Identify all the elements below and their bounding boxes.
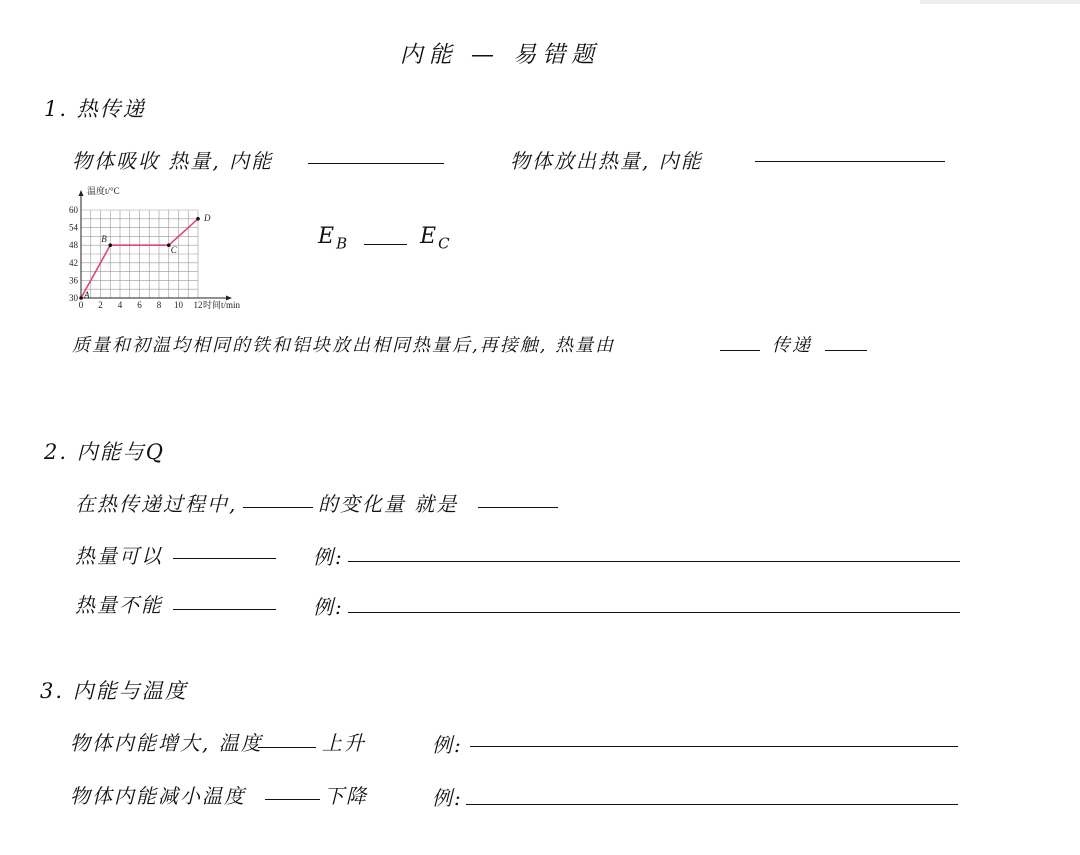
process-text: 在热传递过程中, bbox=[75, 492, 238, 516]
example-blank-3[interactable] bbox=[470, 746, 958, 747]
heat-to-blank[interactable] bbox=[825, 350, 867, 351]
equals-blank[interactable] bbox=[478, 507, 558, 508]
example-label-2: 例: bbox=[313, 595, 344, 619]
point-label: D bbox=[204, 212, 211, 223]
energy-increase-text: 物体内能增大, 温度 bbox=[70, 731, 263, 755]
x-axis-label: 时间t/min bbox=[203, 300, 241, 310]
example-label-4: 例: bbox=[432, 786, 463, 810]
heat-from-blank[interactable] bbox=[720, 350, 760, 351]
transfer-word: 传递 bbox=[772, 335, 812, 356]
decrease-blank[interactable] bbox=[265, 799, 320, 800]
point-label: C bbox=[170, 245, 177, 256]
energy-c-label: $E_C$ bbox=[420, 224, 452, 253]
y-tick-label: 60 bbox=[69, 205, 78, 215]
point-label: B bbox=[101, 234, 107, 245]
example-blank-2[interactable] bbox=[348, 612, 960, 613]
example-blank-4[interactable] bbox=[466, 804, 958, 805]
energy-b-subscript: B bbox=[336, 234, 350, 253]
x-tick-label: 12 bbox=[193, 300, 203, 310]
data-point bbox=[79, 296, 83, 300]
x-tick-label: 6 bbox=[137, 300, 142, 310]
decrease-end-text: 下降 bbox=[324, 784, 368, 808]
change-quantity-blank[interactable] bbox=[243, 507, 313, 508]
y-axis-arrow bbox=[79, 190, 84, 196]
section-1-heading: 1. 热传递 bbox=[44, 97, 146, 121]
example-blank-1[interactable] bbox=[348, 561, 960, 562]
x-tick-label: 4 bbox=[117, 300, 123, 310]
energy-b-label: $E_B$ bbox=[318, 224, 350, 253]
data-point bbox=[196, 217, 200, 221]
section-2-heading: 2. 内能与Q bbox=[44, 440, 165, 464]
example-label-3: 例: bbox=[432, 733, 463, 757]
energy-decrease-text: 物体内能减小温度 bbox=[70, 784, 246, 808]
page-title: 内能 — 易错题 bbox=[399, 42, 601, 68]
x-tick-label: 8 bbox=[156, 300, 162, 310]
data-point bbox=[108, 243, 112, 247]
x-tick-label: 10 bbox=[174, 300, 183, 310]
iron-aluminum-text: 质量和初温均相同的铁和铝块放出相同热量后,再接触, 热量由 bbox=[72, 335, 616, 356]
heat-cannot-text: 热量不能 bbox=[75, 593, 163, 617]
y-tick-label: 42 bbox=[69, 257, 78, 268]
heat-can-text: 热量可以 bbox=[75, 544, 163, 568]
heat-cannot-blank[interactable] bbox=[173, 609, 276, 610]
change-text: 的变化量 就是 bbox=[318, 492, 459, 516]
increase-blank[interactable] bbox=[258, 747, 316, 748]
absorb-blank[interactable] bbox=[308, 163, 444, 164]
energy-compare-blank[interactable] bbox=[364, 244, 407, 245]
y-axis-label: 温度t/°C bbox=[87, 186, 120, 196]
absorb-heat-text: 物体吸收 热量, 内能 bbox=[72, 149, 274, 173]
section-3-heading: 3. 内能与温度 bbox=[40, 679, 188, 703]
temperature-chart bbox=[60, 180, 260, 315]
release-blank[interactable] bbox=[755, 161, 945, 162]
release-heat-text: 物体放出热量, 内能 bbox=[510, 149, 703, 173]
increase-end-text: 上升 bbox=[322, 731, 366, 755]
y-tick-label: 48 bbox=[69, 240, 78, 251]
y-tick-label: 30 bbox=[69, 293, 78, 303]
heat-can-blank[interactable] bbox=[173, 558, 276, 559]
scan-edge-shadow bbox=[920, 0, 1080, 4]
x-tick-label: 2 bbox=[98, 300, 103, 310]
y-tick-label: 36 bbox=[69, 275, 78, 286]
example-label-1: 例: bbox=[313, 545, 344, 569]
x-tick-label: 0 bbox=[78, 300, 84, 310]
energy-c-subscript: C bbox=[438, 234, 452, 253]
point-label: A bbox=[84, 290, 90, 300]
y-tick-label: 54 bbox=[69, 222, 78, 233]
